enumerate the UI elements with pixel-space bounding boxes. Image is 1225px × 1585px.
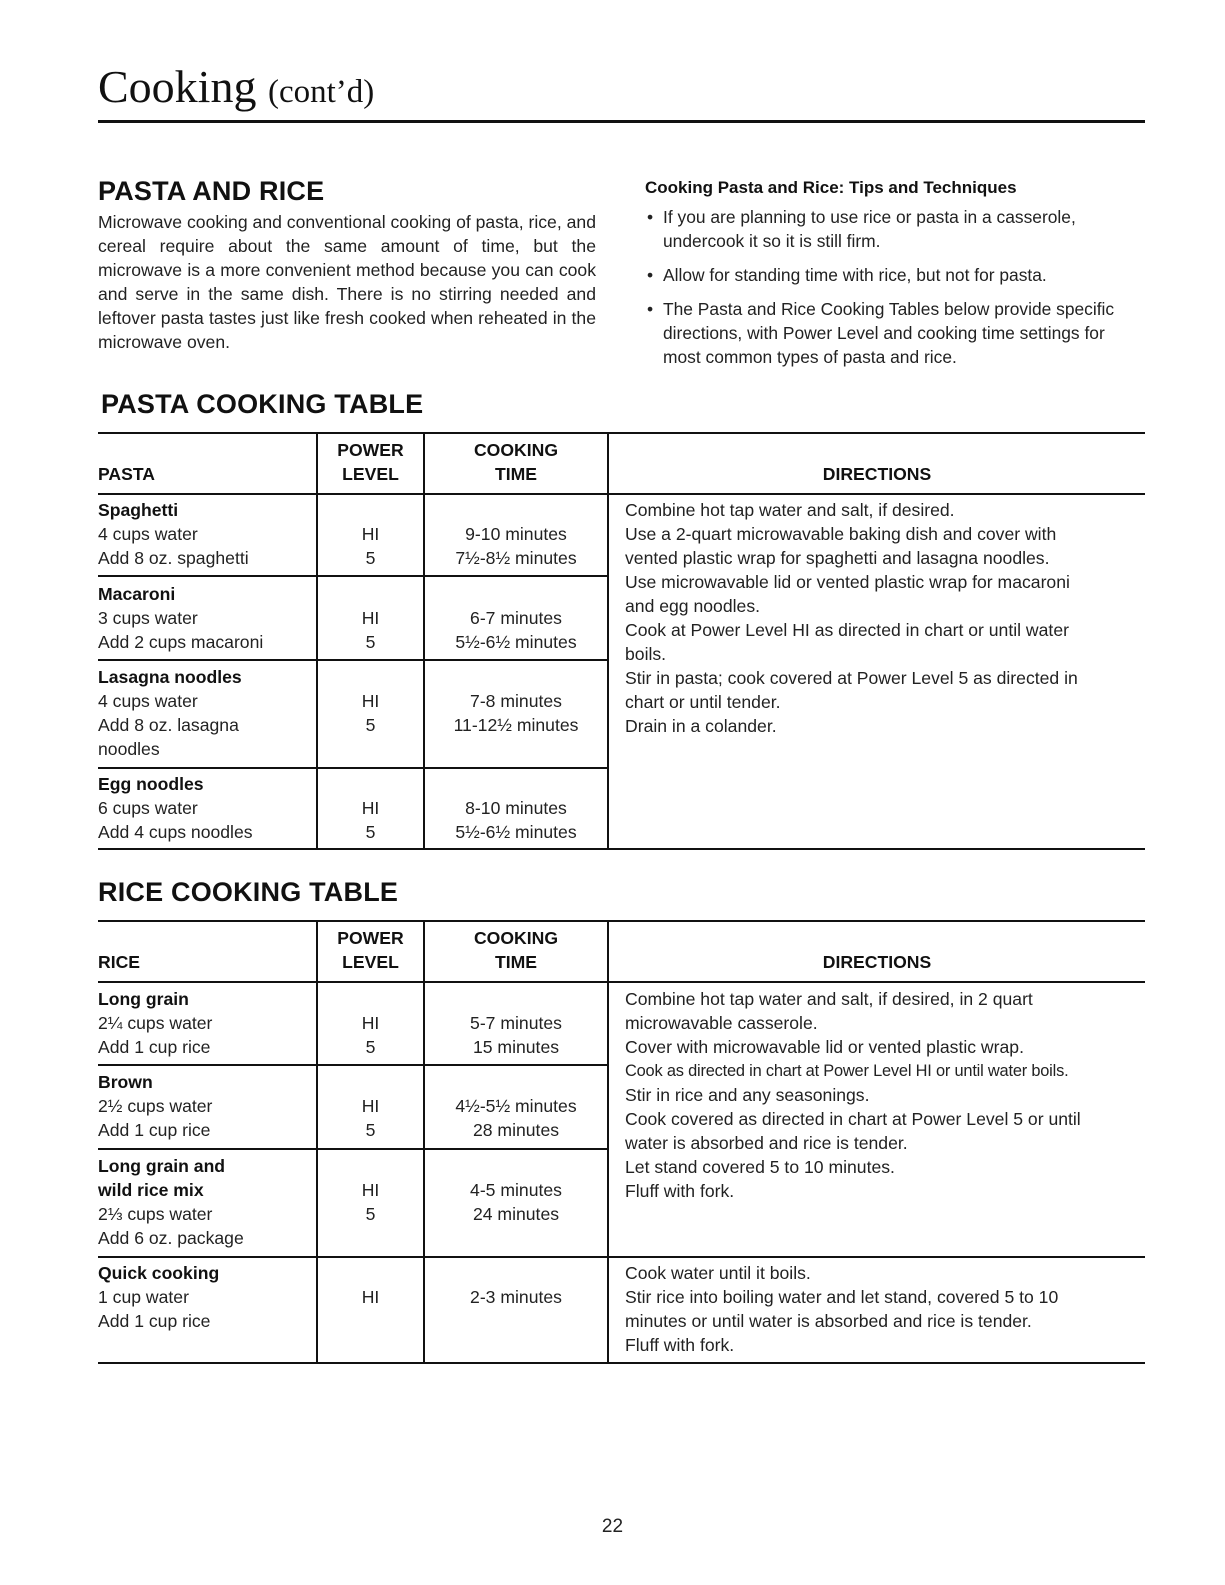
header-time-line1: COOKING [473, 928, 559, 948]
table-header-rule [98, 493, 1145, 495]
row-step: Add 8 oz. lasagna [98, 715, 239, 735]
row-power: 5 [365, 822, 376, 842]
row-power: HI [361, 608, 380, 628]
direction-line: Cook water until it boils. [625, 1263, 811, 1283]
row-divider [98, 767, 609, 769]
tips-list [645, 205, 1145, 379]
row-name: Long grain and [98, 1156, 226, 1176]
direction-line: Let stand covered 5 to 10 minutes. [625, 1157, 895, 1177]
row-divider [98, 1064, 609, 1066]
page-number: 22 [601, 1516, 624, 1537]
direction-line: water is absorbed and rice is tender. [625, 1133, 908, 1153]
direction-line: Stir rice into boiling water and let stand, covered 5 to 10 [625, 1287, 1059, 1307]
title-rule [98, 120, 1145, 123]
row-name: Egg noodles [98, 774, 204, 794]
header-time-line1: COOKING [473, 440, 559, 460]
direction-line: Stir in rice and any seasonings. [625, 1085, 870, 1105]
row-time: 28 minutes [472, 1120, 560, 1140]
direction-line: Use a 2-quart microwavable baking dish and cover with [625, 524, 1057, 544]
row-step: Add 8 oz. spaghetti [98, 548, 249, 568]
header-power-line1: POWER [337, 440, 404, 460]
row-time: 5-7 minutes [470, 1013, 562, 1033]
row-time: 11-12½ minutes [453, 715, 579, 735]
header-cooking-time [423, 926, 609, 974]
row-time: 8-10 minutes [465, 798, 567, 818]
row-time: 4-5 minutes [470, 1180, 562, 1200]
pasta-cooking-table [98, 432, 1145, 852]
direction-line: Cook as directed in chart at Power Level HI or until water boils. [625, 1062, 1069, 1080]
tips-heading: Cooking Pasta and Rice: Tips and Techniques [645, 178, 1017, 197]
header-power-line2: LEVEL [342, 464, 399, 484]
row-step: Add 4 cups noodles [98, 822, 253, 842]
row-power: HI [361, 1287, 380, 1307]
direction-line: minutes or until water is absorbed and rice is tender. [625, 1311, 1032, 1331]
table-bottom-rule [98, 848, 1145, 850]
direction-line: boils. [625, 644, 667, 664]
direction-line: Combine hot tap water and salt, if desired, in 2 quart [625, 989, 1033, 1009]
header-time-line2: TIME [494, 952, 538, 972]
header-directions: DIRECTIONS [822, 952, 932, 972]
intro-paragraph: Microwave cooking and conventional cooking of pasta, rice, and cereal require about the same amount of time, but the microwave is a more convenient method because you can cook and serve in the same dish. There is no stirring needed and leftover pasta tastes just like fresh cooked when reheated in the microwave oven. [98, 212, 596, 352]
header-cooking-time [423, 438, 609, 486]
row-power: HI [361, 691, 380, 711]
row-step: Add 1 cup rice [98, 1120, 211, 1140]
row-time: 15 minutes [472, 1037, 560, 1057]
row-step: 6 cups water [98, 798, 198, 818]
direction-line: chart or until tender. [625, 692, 781, 712]
row-time: 24 minutes [472, 1204, 560, 1224]
row-power: HI [361, 1096, 380, 1116]
header-power-level [316, 438, 425, 486]
row-name: Spaghetti [98, 500, 179, 520]
row-step: 2⅓ cups water [98, 1204, 213, 1224]
row-power: HI [361, 798, 380, 818]
tip-item: • If you are planning to use rice or pasta in a casserole, undercook it so it is still firm. [645, 205, 1145, 253]
direction-line: Use microwavable lid or vented plastic wrap for macaroni [625, 572, 1070, 592]
row-step: Add 2 cups macaroni [98, 632, 264, 652]
page-title-main: Cooking [98, 61, 257, 112]
header-pasta: PASTA [98, 464, 156, 484]
row-power: HI [361, 1013, 380, 1033]
tip-item: • Allow for standing time with rice, but not for pasta. [645, 263, 1145, 287]
row-time: 4½-5½ minutes [455, 1096, 577, 1116]
row-step: 1 cup water [98, 1287, 189, 1307]
row-divider [98, 659, 609, 661]
header-time-line2: TIME [494, 464, 538, 484]
row-divider-full [98, 1256, 1145, 1258]
row-time: 5½-6½ minutes [455, 822, 577, 842]
rice-directions-quick [625, 1261, 1058, 1357]
table-bottom-rule [98, 1362, 1145, 1364]
row-step: 4 cups water [98, 524, 198, 544]
row-power: HI [361, 524, 380, 544]
section-heading-pasta-rice: PASTA AND RICE [98, 176, 325, 206]
row-power: 5 [365, 632, 376, 652]
direction-line: Drain in a colander. [625, 716, 777, 736]
row-power: 5 [365, 1204, 376, 1224]
direction-line: and egg noodles. [625, 596, 761, 616]
row-time: 7½-8½ minutes [455, 548, 577, 568]
row-name: Macaroni [98, 584, 176, 604]
header-power-level [316, 926, 425, 974]
row-name: Long grain [98, 989, 189, 1009]
table-top-rule [98, 920, 1145, 922]
row-power: 5 [365, 1120, 376, 1140]
direction-line: Fluff with fork. [625, 1335, 735, 1355]
row-divider [98, 1148, 609, 1150]
row-time: 6-7 minutes [470, 608, 562, 628]
row-step: 4 cups water [98, 691, 198, 711]
row-name: Lasagna noodles [98, 667, 242, 687]
row-time: 9-10 minutes [465, 524, 567, 544]
header-power-line1: POWER [337, 928, 404, 948]
row-step: Add 1 cup rice [98, 1311, 211, 1331]
direction-line: Cover with microwavable lid or vented plastic wrap. [625, 1037, 1024, 1057]
rice-table-heading: RICE COOKING TABLE [98, 877, 399, 907]
row-power: 5 [365, 1037, 376, 1057]
direction-line: Cook covered as directed in chart at Power Level 5 or until [625, 1109, 1081, 1129]
row-step: Add 1 cup rice [98, 1037, 211, 1057]
table-top-rule [98, 432, 1145, 434]
direction-line: microwavable casserole. [625, 1013, 818, 1033]
direction-line: Cook at Power Level HI as directed in chart or until water [625, 620, 1069, 640]
row-power: 5 [365, 548, 376, 568]
tip-item: • The Pasta and Rice Cooking Tables below provide specific directions, with Power Level and cooking time settings for most common types of pasta and rice. [645, 297, 1145, 369]
row-power: 5 [365, 715, 376, 735]
direction-line: Fluff with fork. [625, 1181, 735, 1201]
row-step: 2¼ cups water [98, 1013, 213, 1033]
table-header-rule [98, 981, 1145, 983]
row-time: 2-3 minutes [470, 1287, 562, 1307]
row-time: 5½-6½ minutes [455, 632, 577, 652]
page-title-suffix: (cont’d) [267, 74, 375, 110]
rice-cooking-table [98, 920, 1145, 1370]
row-step: Add 6 oz. package [98, 1228, 244, 1248]
row-power: HI [361, 1180, 380, 1200]
row-step: 2½ cups water [98, 1096, 213, 1116]
row-name: Quick cooking [98, 1263, 220, 1283]
header-directions: DIRECTIONS [822, 464, 932, 484]
page-title [98, 61, 375, 112]
pasta-directions [625, 498, 1078, 738]
header-power-line2: LEVEL [342, 952, 399, 972]
row-name: wild rice mix [98, 1180, 204, 1200]
rice-directions [625, 987, 1081, 1203]
direction-line: Stir in pasta; cook covered at Power Level 5 as directed in [625, 668, 1078, 688]
row-step: 3 cups water [98, 608, 198, 628]
row-time: 7-8 minutes [470, 691, 562, 711]
row-name: Brown [98, 1072, 153, 1092]
direction-line: Combine hot tap water and salt, if desired. [625, 500, 955, 520]
direction-line: vented plastic wrap for spaghetti and lasagna noodles. [625, 548, 1050, 568]
row-step: noodles [98, 739, 160, 759]
pasta-table-heading: PASTA COOKING TABLE [101, 389, 424, 419]
row-divider [98, 575, 609, 577]
header-rice: RICE [98, 952, 141, 972]
